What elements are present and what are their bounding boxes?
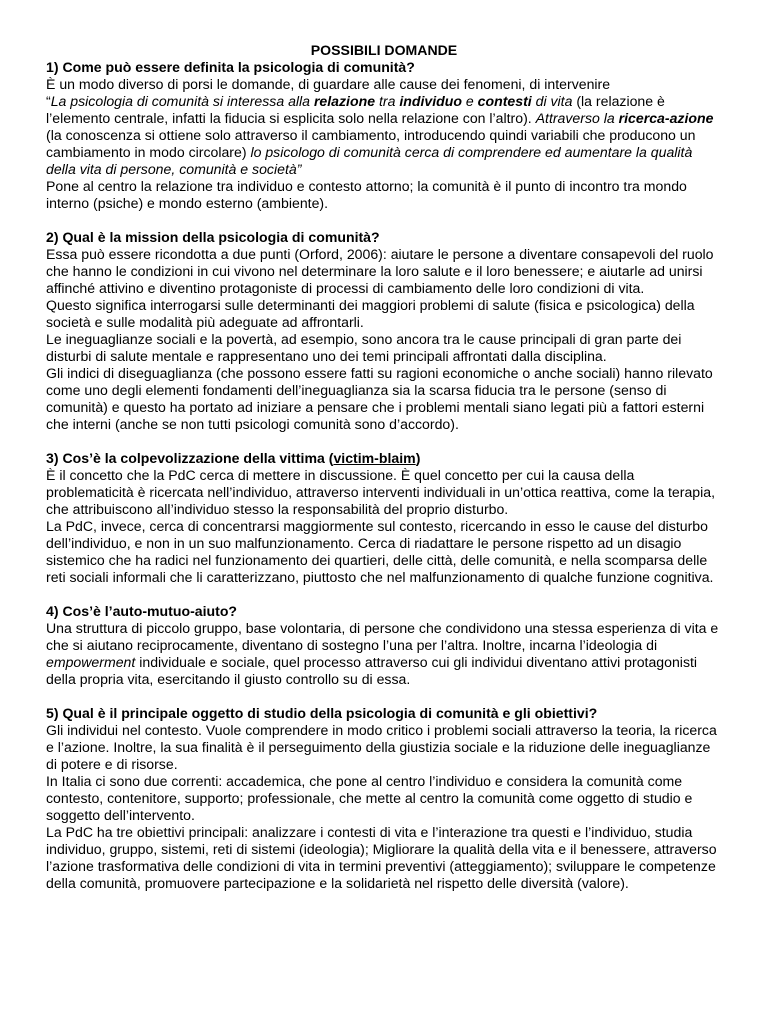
plain-text: (la relazione è l’elemento centrale, infatti la fiducia si esplicita solo nella relazione con l’altro). [46,93,665,126]
document-title: POSSIBILI DOMANDE [310,42,458,58]
question-1-section [46,59,722,212]
question-2-paragraph-4: Gli indici di diseguaglianza (che possono essere fatti su ragioni economiche o anche sociali) hanno rilevato come uno degli elementi fondamenti dell’ineguaglianza sia la scarsa fiducia tra le persone (senso di comunità) e questo ha portato ad iniziare a pensare che i problemi mentali siano legati più a fattori esterni che interni (anche se non tutti psicologi comunità sono d’accordo). [46,365,713,432]
open-quote: “ [46,93,51,109]
question-2-paragraph-2: Questo significa interrogarsi sulle determinanti dei maggiori problemi di salute (fisica e psicologica) della società e sulle modalità più adeguate ad affrontarli. [46,297,695,330]
italic-text: lo psicologo di comunità cerca di comprendere ed aumentare la qualità della vita di persone, comunità e società” [46,144,693,177]
italic-text: tra [375,93,400,109]
plain-text: individuale e sociale, quel processo attraverso cui gli individui diventano attivi protagonisti della propria vita, esercitando il giusto controllo su di essa. [46,654,698,687]
question-4-heading: 4) Cos’è l’auto-mutuo-aiuto? [46,603,238,619]
emphasis-individuo: individuo [399,93,462,109]
heading-text: 3) Cos’è la colpevolizzazione della vittima ( [46,450,334,466]
empowerment-term: empowerment [46,654,136,670]
question-5-section [46,705,722,892]
emphasis-contesti: contesti [477,93,532,109]
question-5-paragraph-2: In Italia ci sono due correnti: accademica, che pone al centro l’individuo e considera la comunità come contesto, contenitore, supporto; professionale, che mette al centro la comunità come oggetto di studio e soggetto dell’intervento. [46,773,693,823]
paragraph-spacer [46,688,722,705]
question-3-paragraph-1: È il concetto che la PdC cerca di mettere in discussione. È quel concetto per cui la causa della problematicità è ricercata nell’individuo, attraverso interventi individuali in un’ottica reattiva, come la terapia, che attribuiscono all’individuo stesso la responsabilità del proprio disturbo. [46,467,716,517]
paragraph-spacer [46,586,722,603]
italic-text: La psicologia di comunità si interessa alla [50,93,314,109]
question-2-paragraph-3: Le ineguaglianze sociali e la povertà, ad esempio, sono ancora tra le cause principali di gran parte dei disturbi di salute mentale e rappresentano uno dei temi principali affrontati dalla disciplina. [46,331,682,364]
question-4-section [46,603,722,688]
question-2-heading: 2) Qual è la mission della psicologia di comunità? [46,229,380,245]
question-1-paragraph-1: È un modo diverso di porsi le domande, di guardare alle cause dei fenomeni, di intervenire [46,76,611,92]
question-2-paragraph-1: Essa può essere ricondotta a due punti (Orford, 2006): aiutare le persone a diventare consapevoli del ruolo che hanno le condizioni in cui vivono nel determinare la loro salute e il loro benessere; e aiutarle ad unirsi affinché attivino e diventino protagoniste di processi di cambiamento delle loro condizioni di vita. [46,246,714,296]
paragraph-spacer [46,433,722,450]
question-5-paragraph-3: La PdC ha tre obiettivi principali: analizzare i contesti di vita e l’interazione tra questi e l’individuo, studia individuo, gruppo, sistemi, reti di sistemi (ideologia); Migliorare la qualità della vita e il benessere, attraverso l’azione trasformativa delle condizioni di vita in termini preventivi (atteggiamento); sviluppare le competenze della comunità, promuovere partecipazione e la solidarietà nel rispetto delle diversità (valore). [46,824,717,891]
question-3-section [46,450,722,586]
heading-text: ) [415,450,421,466]
italic-text: Attraverso la [535,110,619,126]
document-page [46,42,722,892]
victim-blaim-term: victim-blaim [333,450,416,466]
question-5-heading: 5) Qual è il principale oggetto di studio della psicologia di comunità e gli obiettivi? [46,705,598,721]
question-1-heading: 1) Come può essere definita la psicologia di comunità? [46,59,415,75]
question-1-paragraph-2 [46,93,722,178]
question-1-paragraph-3: Pone al centro la relazione tra individuo e contesto attorno; la comunità è il punto di incontro tra mondo interno (psiche) e mondo esterno (ambiente). [46,178,687,211]
plain-text: Una struttura di piccolo gruppo, base volontaria, di persone che condividono una stessa esperienza di vita e che si aiutano reciprocamente, diventano di sostegno l’una per l’altra. Inoltre, incarna l’ideologia di [46,620,719,653]
question-2-section [46,229,722,433]
question-4-paragraph-1 [46,620,722,688]
question-3-paragraph-2: La PdC, invece, cerca di concentrarsi maggiormente sul contesto, ricercando in esso le cause del disturbo dell’individuo, e non in un suo malfunzionamento. Cerca di riadattare le persone rispetto ad un disagio sistemico che ha radici nel funzionamento dei quartieri, delle città, delle comunità, e nella scomparsa delle reti sociali informali che li caratterizzano, piuttosto che nel malfunzionamento di qualche funzione cognitiva. [46,518,714,585]
paragraph-spacer [46,212,722,229]
question-5-paragraph-1: Gli individui nel contesto. Vuole comprendere in modo critico i problemi sociali attraverso la teoria, la ricerca e l’azione. Inoltre, la sua finalità è il perseguimento della giustizia sociale e la riduzione delle ineguaglianze di potere e di risorse. [46,722,717,772]
emphasis-relazione: relazione [313,93,376,109]
plain-text: (la conoscenza si ottiene solo attraverso il cambiamento, introducendo quindi variabili che producono un cambiamento in modo circolare) [46,127,696,160]
emphasis-ricerca-azione: ricerca-azione [618,110,714,126]
italic-text: di vita [531,93,573,109]
question-3-heading [46,450,722,467]
italic-text: e [461,93,478,109]
